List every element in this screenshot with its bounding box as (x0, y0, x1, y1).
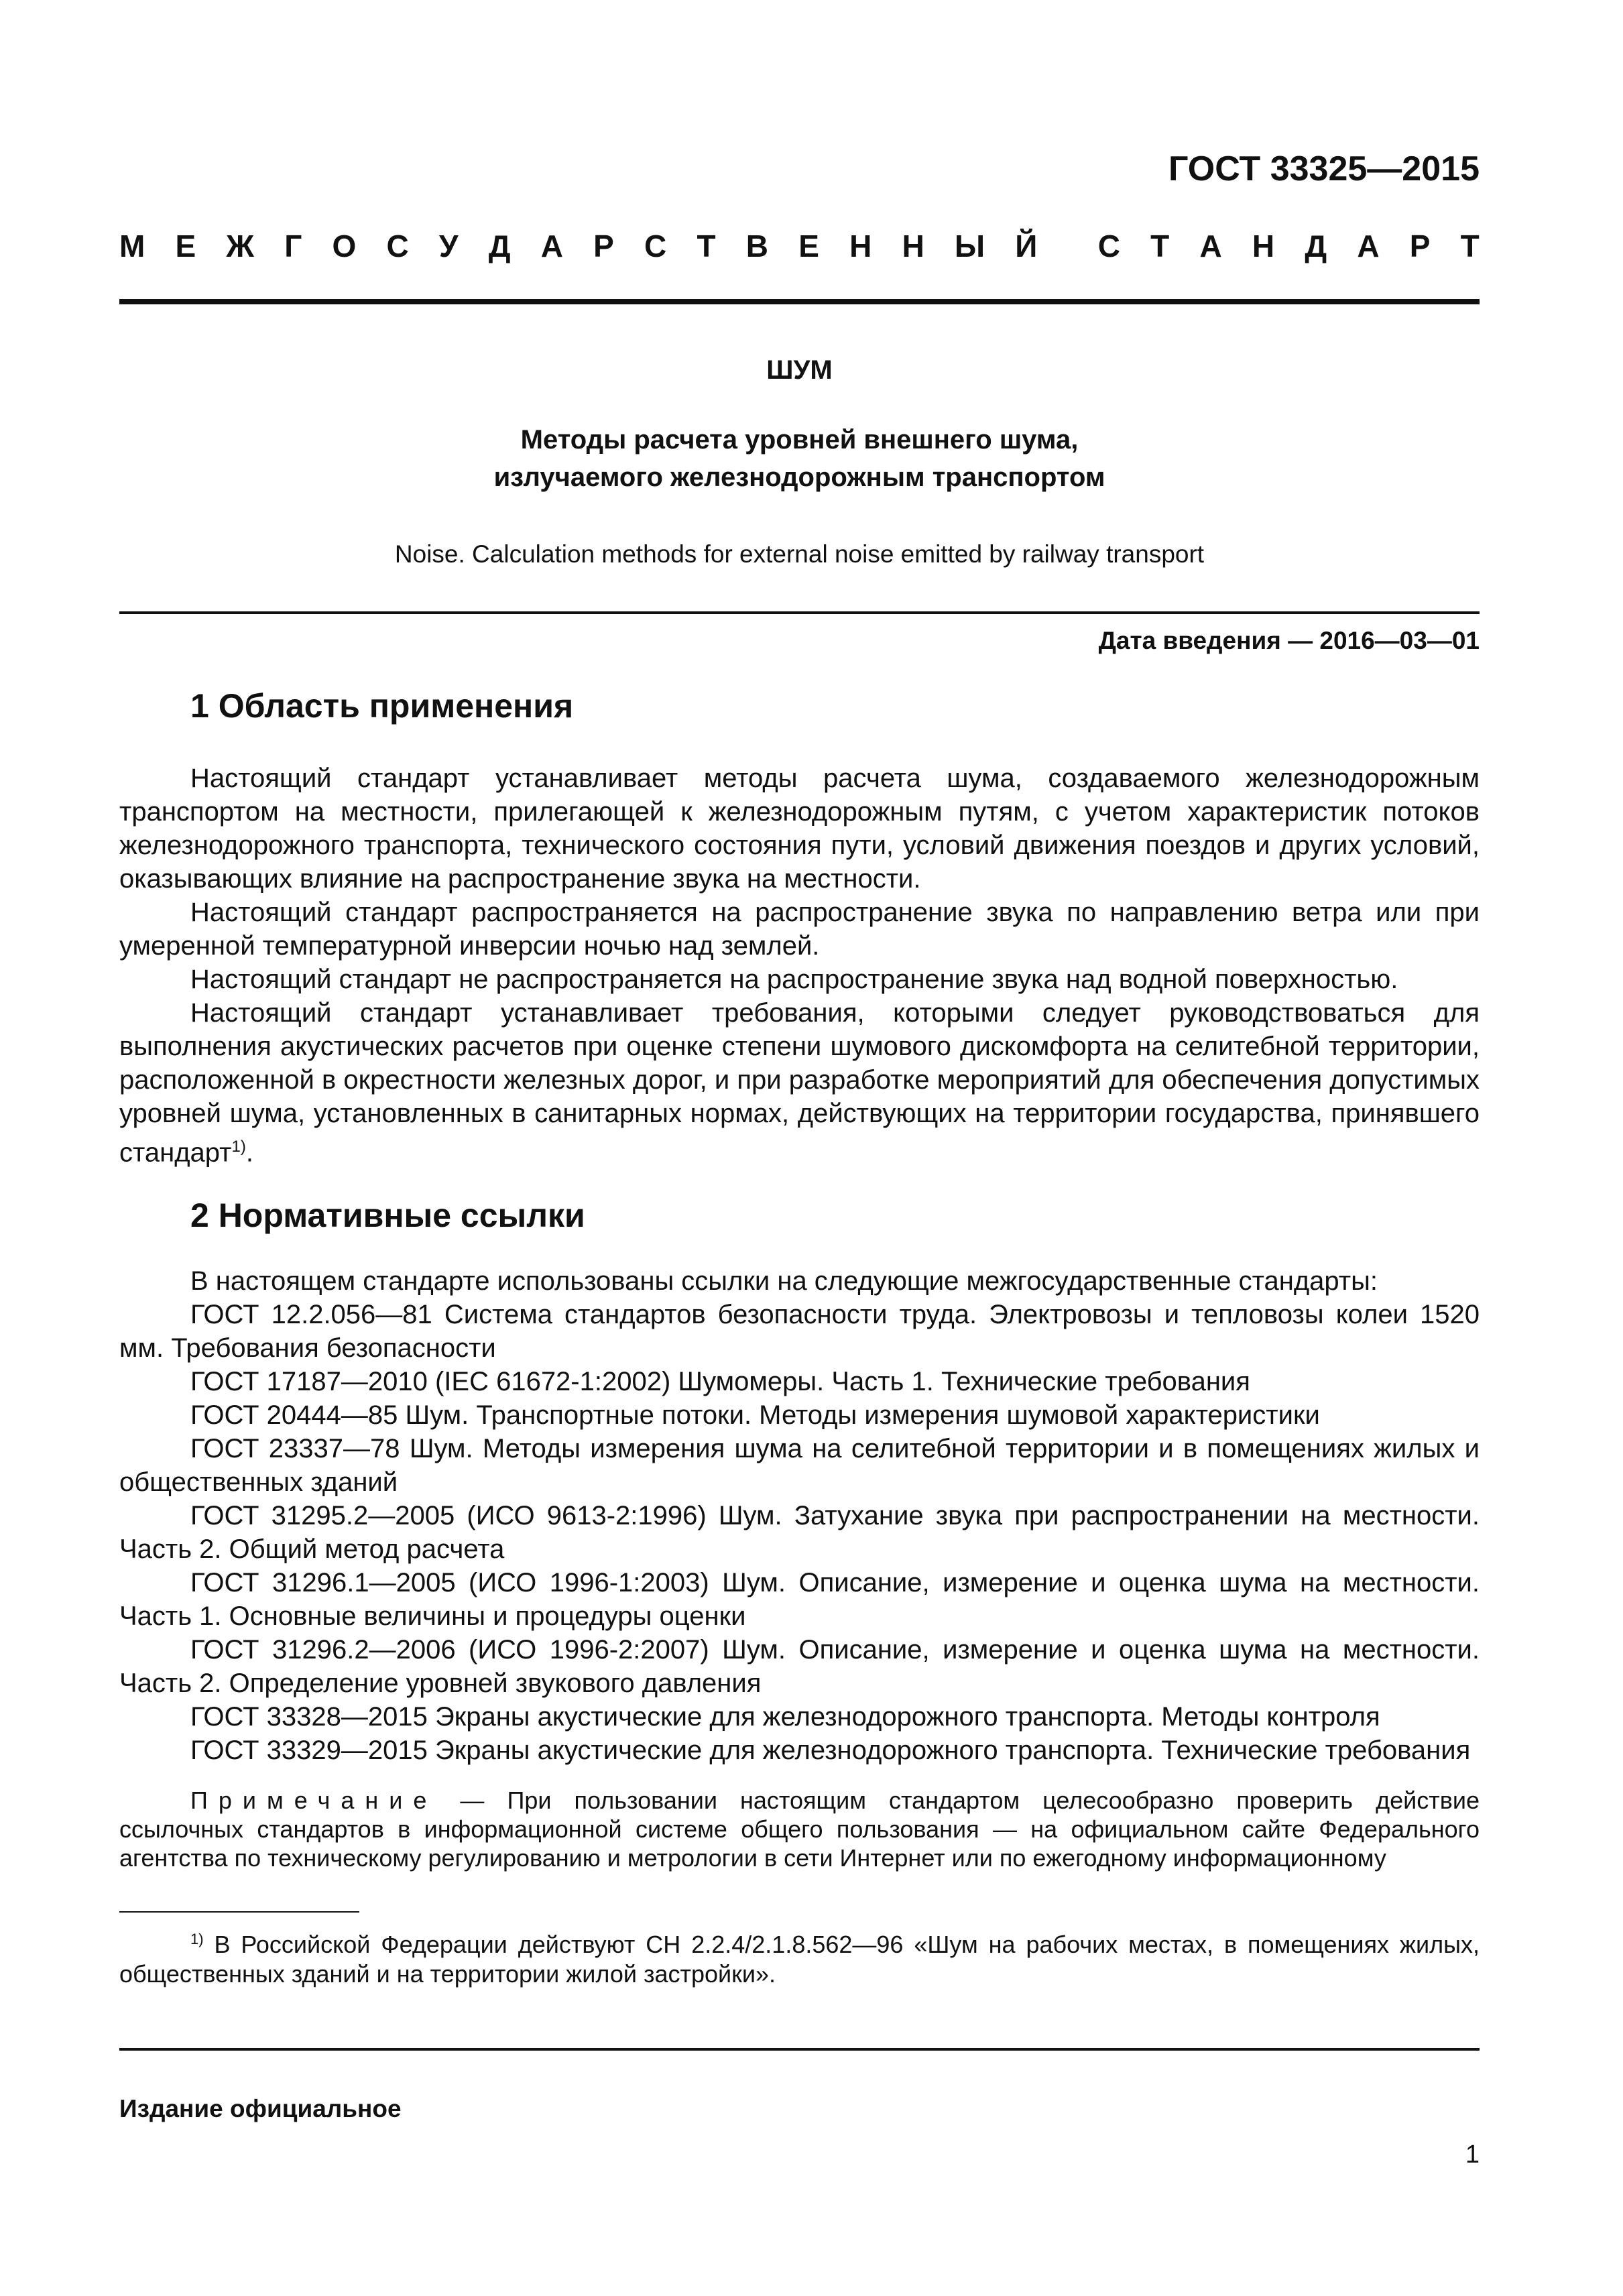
header-rule (119, 299, 1480, 304)
footer-rule (119, 2048, 1480, 2051)
banner-letter: Т (1150, 229, 1170, 263)
banner-letter: Ж (226, 229, 254, 263)
banner-letter: У (438, 229, 459, 263)
banner-letter: Й (1015, 229, 1038, 263)
banner-letter: А (1357, 229, 1380, 263)
note-text: — При пользовании настоящим стандартом целесообразно проверить действие ссылочных стандартов в информационной системе общего пользования — на официальном сайте Федерального агентства по техническому регулированию и метрологии в сети Интернет или по ежегодному информационному (119, 1787, 1480, 1872)
banner-letter: Т (697, 229, 716, 263)
paragraph-text: Настоящий стандарт устанавливает требования, которыми следует руководствоваться для выполнения акустических расчетов при оценке степени шумового дискомфорта на селитебной территории, расположенной в окрестности железных дорог, и при разработке мероприятий для обеспечения допустимых уровней шума, установленных в санитарных нормах, действующих на территории государства, принявшего стандарт (119, 998, 1480, 1168)
note-label: Примечание (190, 1787, 438, 1814)
reference-item: ГОСТ 31295.2—2005 (ИСО 9613-2:1996) Шум. Затухание звука при распространении на местности. Часть 2. Общий метод расчета (119, 1501, 1480, 1564)
banner-letter: Н (1252, 229, 1275, 263)
title-main: ШУМ (766, 355, 833, 385)
banner-letter: Р (1409, 229, 1431, 263)
title-rule (119, 611, 1480, 614)
banner-letter: Н (902, 229, 924, 263)
paragraph: В настоящем стандарте использованы ссылки на следующие межгосударственные стандарты: (190, 1266, 1378, 1296)
banner-letter: В (745, 229, 769, 263)
footnote-separator (119, 1911, 359, 1913)
banner-letter: Д (488, 229, 511, 263)
reference-item: ГОСТ 31296.2—2006 (ИСО 1996-2:2007) Шум. Описание, измерение и оценка шума на местности. Часть 2. Определение уровней звукового давления (119, 1635, 1480, 1698)
title-subtitle-line: Методы расчета уровней внешнего шума, (520, 425, 1079, 455)
banner-letter: Н (849, 229, 872, 263)
reference-item: ГОСТ 17187—2010 (IEC 61672-1:2002) Шумомеры. Часть 1. Технические требования (190, 1367, 1250, 1396)
footnote (119, 1925, 1480, 1989)
effective-date: Дата введения — 2016—03—01 (1098, 627, 1480, 654)
note (119, 1786, 1480, 1872)
banner-letter: Р (593, 229, 614, 263)
title-subtitle (119, 421, 1480, 496)
reference-item: ГОСТ 23337—78 Шум. Методы измерения шума на селитебной территории и в помещениях жилых и общественных зданий (119, 1434, 1480, 1497)
paragraph: Настоящий стандарт распространяется на распространение звука по направлению ветра или при умеренной температурной инверсии ночью над землей. (119, 898, 1480, 961)
banner-letter: С (386, 229, 409, 263)
banner-letter: А (1199, 229, 1222, 263)
paragraph: Настоящий стандарт не распространяется на распространение звука над водной поверхностью. (190, 965, 1398, 994)
banner-letter: Е (175, 229, 196, 263)
paragraph: Настоящий стандарт устанавливает методы расчета шума, создаваемого железнодорожным транспортом на местности, прилегающей к железнодорожным путям, с учетом характеристик потоков железнодорожного транспорта, технического состояния пути, условий движения поездов и других условий, оказывающих влияние на распространение звука на местности. (119, 764, 1480, 894)
banner-letter: Д (1305, 229, 1327, 263)
page-number: 1 (1465, 2140, 1480, 2169)
interstate-standard-banner (119, 228, 1480, 264)
reference-item: ГОСТ 31296.1—2005 (ИСО 1996-1:2003) Шум. Описание, измерение и оценка шума на местности. Часть 1. Основные величины и процедуры оценки (119, 1568, 1480, 1631)
banner-letter: С (644, 229, 667, 263)
footnote-reference: 1) (231, 1138, 246, 1156)
section-heading: 2 Нормативные ссылки (190, 1197, 585, 1234)
banner-letter: Т (1460, 229, 1480, 263)
standard-number: ГОСТ 33325—2015 (1168, 149, 1480, 188)
banner-letter: С (1097, 229, 1120, 263)
banner-letter: Ы (955, 229, 985, 263)
section-heading: 1 Область применения (190, 687, 574, 725)
banner-letter: А (540, 229, 563, 263)
section-body (119, 1264, 1480, 1872)
reference-item: ГОСТ 33329—2015 Экраны акустические для железнодорожного транспорта. Технические требования (190, 1736, 1471, 1765)
footnote-text: В Российской Федерации действуют СН 2.2.4/2.1.8.562—96 «Шум на рабочих местах, в помещениях жилых, общественных зданий и на территории жилой застройки». (119, 1931, 1480, 1988)
title-subtitle-line: излучаемого железнодорожным транспортом (493, 463, 1105, 492)
reference-item: ГОСТ 20444—85 Шум. Транспортные потоки. Методы измерения шумовой характеристики (190, 1400, 1320, 1430)
reference-item: ГОСТ 33328—2015 Экраны акустические для железнодорожного транспорта. Методы контроля (190, 1702, 1380, 1732)
banner-letter: М (119, 229, 145, 263)
title-english: Noise. Calculation methods for external noise emitted by railway transport (394, 540, 1205, 568)
official-edition: Издание официальное (119, 2095, 402, 2122)
banner-letter: Г (284, 229, 302, 263)
section-body (119, 762, 1480, 1169)
banner-letter: О (332, 229, 357, 263)
reference-item: ГОСТ 12.2.056—81 Система стандартов безопасности труда. Электровозы и тепловозы колеи 1520 мм. Требования безопасности (119, 1300, 1480, 1363)
paragraph-end: . (245, 1138, 253, 1168)
footnote-marker: 1) (190, 1931, 204, 1947)
paragraph (119, 996, 1480, 1169)
banner-letter: Е (798, 229, 819, 263)
